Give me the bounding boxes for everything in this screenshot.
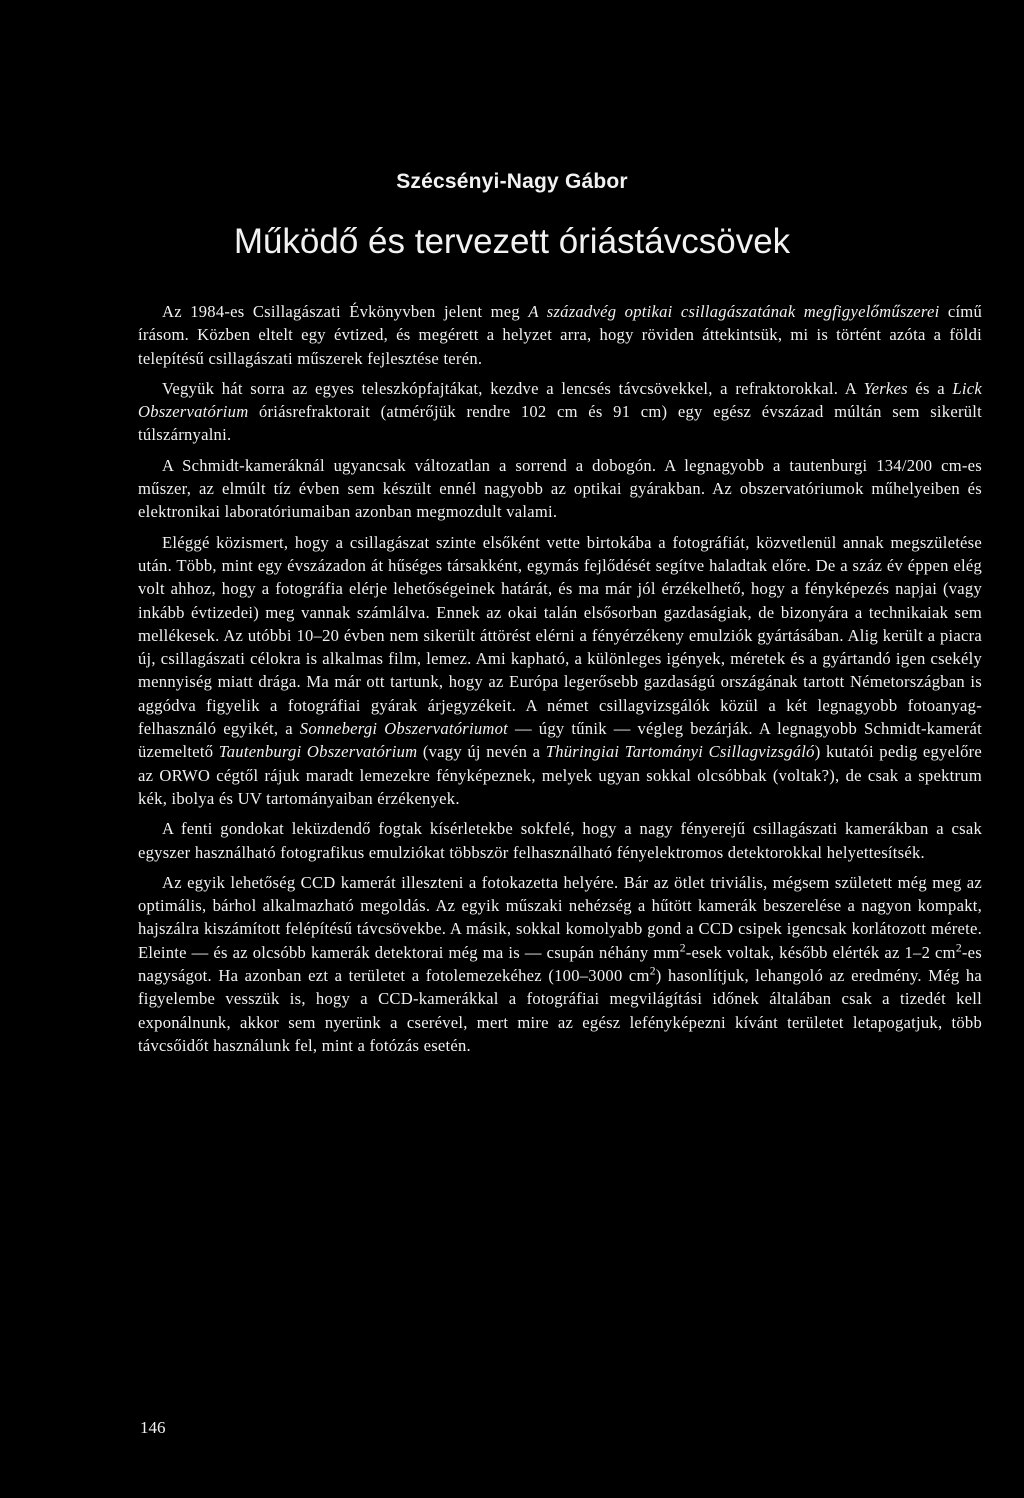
text-run: ) kutatói pedig egyelőre az ORWO cégtől rájuk maradt lemezekre fényképeznek, melyek ugyan sokkal olcsóbbak (voltak?), de csak a spektrum kék, ibolya és UV tartományaiban érzékenyek. [138, 742, 983, 808]
text-run: — úgy tűnik — végleg bezárják. A legnagyobb Schmidt-kamerát üzemeltető [138, 719, 982, 762]
page-number: 146 [140, 1418, 166, 1437]
article-title: Működő és tervezett óriástávcsövek [233, 222, 791, 261]
article-body [138, 300, 982, 1064]
italic-run: Sonnebergi Obszervatóriumot [299, 719, 509, 739]
paragraph-2 [138, 377, 982, 447]
superscript: 2 [679, 941, 686, 955]
italic-run: Tautenburgi Obszervatórium [218, 742, 418, 762]
text-run: Az 1984-es Csillagászati Évkönyvben jelent meg [162, 302, 529, 321]
paragraph-5 [138, 817, 982, 864]
superscript: 2 [955, 941, 962, 955]
paragraph-4 [138, 531, 982, 811]
text-run: című írásom. Közben eltelt egy évtized, és megérett a helyzet arra, hogy röviden áttekintsük, mi is történt azóta a földi telepítésű csillagászati műszerek fejlesztése terén. [138, 302, 983, 368]
text-run: A Schmidt-kameráknál ugyancsak változatlan a sorrend a dobogón. A legnagyobb a tautenburgi 134/200 cm-es műszer, az elmúlt tíz évben sem készült ennél nagyobb az optikai gyárakban. Az obszervatóriumok műhelyeiben és elektronikai laboratóriumaiban azonban megmozdult valami. [138, 455, 982, 522]
superscript: 2 [649, 964, 656, 978]
italic-run: Yerkes [863, 378, 908, 398]
text-run: ) hasonlítjuk, lehangoló az eredmény. Még ha figyelembe vesszük is, hogy a CCD-kamerákkal a fotográfiai megvilágítási időnek általában csak a tizedét kell exponálnunk, akkor sem nyerünk a cserével, mert mire az egész lefényképezni kívánt területet letapogatjuk, több távcsőidőt használunk fel, mint a fotózás esetén. [138, 966, 983, 1055]
italic-run: A századvég optikai csillagászatának megfigyelőműszerei [528, 302, 940, 321]
paragraph-6 [138, 871, 982, 1057]
paragraph-1 [138, 300, 982, 370]
italic-run: Lick Obszervatórium [138, 378, 982, 422]
text-run: -esek voltak, később elérték az 1–2 cm [685, 942, 956, 962]
text-run: (vagy új nevén a [417, 742, 546, 762]
text-run: A fenti gondokat leküzdendő fogtak kísérletekbe sokfelé, hogy a nagy fényerejű csillagászati kamerákban a csak egyszer használható fotografikus emulziókat többször felhasználható fényelektromos detektorokkal helyettesítsék. [138, 819, 982, 862]
text-run: és a [907, 378, 953, 398]
text-run: -es nagyságot. Ha azonban ezt a területet a fotolemezekéhez (100–3000 cm [138, 942, 982, 986]
text-run: Eléggé közismert, hogy a csillagászat szinte elsőként vette birtokába a fotográfiát, közvetlenül annak megszületése után. Több, mint egy évszázadon át hűséges társakként, egymás fejlődését segítve haladtak előre. De a száz év éppen elég volt ahhoz, hogy a fotográfia elérje lehetőségeinek határát, és ma már jól érzékelhető, hogy a fényképezés napjai (vagy inkább évtizedei) meg vannak számlálva. Ennek az okai talán elsősorban gazdaságiak, de bizonyára a technikaiak sem mellékesek. Az utóbbi 10–20 évben nem sikerült áttörést elérni a fényérzékeny emulziók gyártásában. Alig került a piacra új, csillagászati célokra is alkalmas film, lemez. Ami kapható, a különleges igények, méretek és a gyártandó igen csekély mennyiség miatt drága. Ma már ott tartunk, hogy az Európa legerősebb gazdaságú országának tartott Németországban is aggódva figyelik a fotográfiai gyárak árjegyzékeit. A német csillagvizsgálók közül a két legnagyobb fotoanyag-felhasználó egyikét, a [138, 532, 982, 739]
text-run: óriásrefraktorait (atmérőjük rendre 102 cm és 91 cm) egy egész évszázad múltán sem sikerült túlszárnyalni. [138, 402, 982, 445]
text-run: Vegyük hát sorra az egyes teleszkópfajtákat, kezdve a lencsés távcsövekkel, a refraktorokkal. A [162, 378, 864, 398]
italic-run: Thüringiai Tartományi Csillagvizsgáló [545, 742, 815, 762]
paragraph-3 [138, 454, 982, 524]
author-name: Szécsényi-Nagy Gábor [396, 170, 628, 193]
text-run: Az egyik lehetőség CCD kamerát illeszteni a fotokazetta helyére. Bár az ötlet triviális, mégsem született még meg az optimális, bárhol alkalmazható megoldás. Az egyik műszaki nehézség a hűtött kamerák beszerelése a nagyon kompakt, hajszálra kiszámított felépítésű távcsövekbe. A másik, sokkal komolyabb gond a CCD csipek igencsak korlátozott mérete. Eleinte — és az olcsóbb kamerák detektorai még ma is — csupán néhány mm [138, 872, 982, 962]
